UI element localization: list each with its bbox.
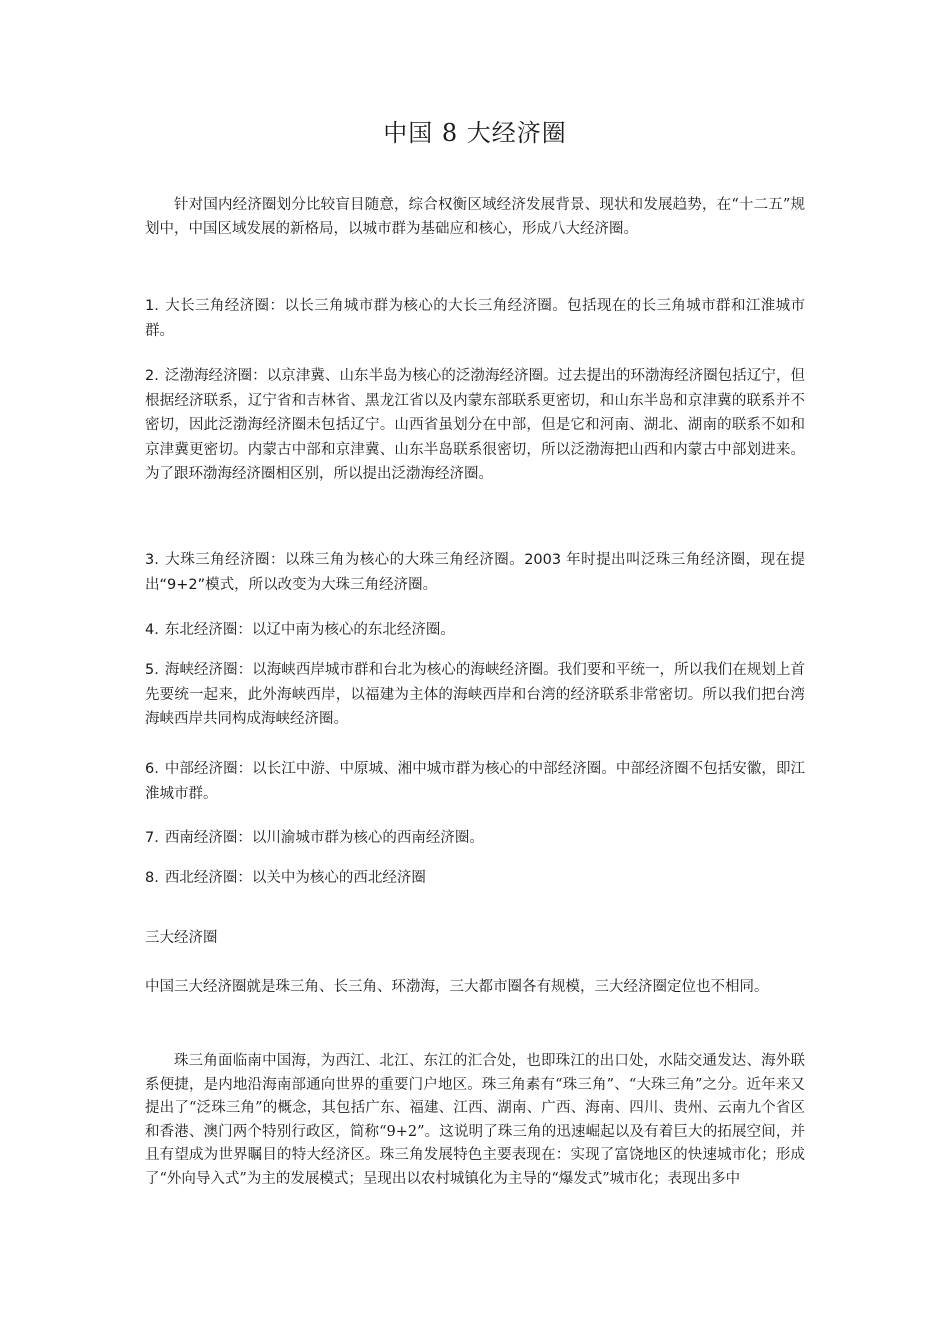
- list-item-number: 5.: [145, 662, 159, 678]
- list-item-text: 泛渤海经济圈：以京津冀、山东半岛为核心的泛渤海经济圈。过去提出的环渤海经济圈包括辽宁，但根据经济联系，辽宁省和吉林省、黑龙江省以及内蒙东部联系更密切，和山东半岛和京津冀的联系并不密切，因此泛渤海经济圈未包括辽宁。山西省虽划分在中部，但是它和河南、湖北、湖南的联系不如和京津冀更密切。内蒙古中部和京津冀、山东半岛联系很密切，所以泛渤海把山西和内蒙古中部划进来。为了跟环渤海经济圈相区别，所以提出泛渤海经济圈。: [145, 368, 805, 482]
- list-item: [145, 866, 805, 891]
- intro-paragraph: 针对国内经济圈划分比较盲目随意，综合权衡区域经济发展背景、现状和发展趋势，在“十二五”规划中，中国区域发展的新格局，以城市群为基础应和核心，形成八大经济圈。: [145, 197, 805, 237]
- section-heading: 三大经济圈: [145, 930, 218, 946]
- list-item: [145, 364, 805, 487]
- list-item: [145, 658, 805, 732]
- list-item: [145, 294, 805, 343]
- list-item-text: 海峡经济圈：以海峡西岸城市群和台北为核心的海峡经济圈。我们要和平统一，所以我们在规划上首先要统一起来，此外海峡西岸，以福建为主体的海峡西岸和台湾的经济联系非常密切。所以我们把台湾海峡西岸共同构成海峡经济圈。: [145, 662, 805, 727]
- list-item-number: 2.: [145, 368, 159, 384]
- document-title: 中国 8 大经济圈: [383, 119, 567, 147]
- list-item-number: 7.: [145, 830, 159, 846]
- list-item-text: 大长三角经济圈：以长三角城市群为核心的大长三角经济圈。包括现在的长三角城市群和江淮城市群。: [145, 298, 805, 339]
- list-item-text: 中部经济圈：以长江中游、中原城、湘中城市群为核心的中部经济圈。中部经济圈不包括安徽，即江淮城市群。: [145, 761, 805, 802]
- list-item-text: 西南经济圈：以川渝城市群为核心的西南经济圈。: [164, 830, 484, 846]
- list-item-text: 西北经济圈：以关中为核心的西北经济圈: [164, 870, 426, 886]
- list-item: [145, 826, 805, 851]
- section-intro: 中国三大经济圈就是珠三角、长三角、环渤海，三大都市圈各有规模，三大经济圈定位也不相同。: [145, 979, 769, 995]
- list-item-number: 8.: [145, 870, 159, 886]
- list-item: [145, 757, 805, 806]
- list-item-number: 1.: [145, 298, 159, 314]
- list-item-text: 大珠三角经济圈：以珠三角为核心的大珠三角经济圈。2003 年时提出叫泛珠三角经济圈，现在提出“9+2”模式，所以改变为大珠三角经济圈。: [145, 552, 805, 593]
- section-body: 珠三角面临南中国海，为西江、北江、东江的汇合处，也即珠江的出口处，水陆交通发达、海外联系便捷，是内地沿海南部通向世界的重要门户地区。珠三角素有“珠三角”、“大珠三角”之分。近年来又提出了“泛珠三角”的概念，其包括广东、福建、江西、湖南、广西、海南、四川、贵州、云南九个省区和香港、澳门两个特别行政区，简称“9+2”。这说明了珠三角的迅速崛起以及有着巨大的拓展空间，并且有望成为世界瞩目的特大经济区。珠三角发展特色主要表现在：实现了富饶地区的快速城市化；形成了“外向导入式”为主的发展模式；呈现出以农村城镇化为主导的“爆发式”城市化；表现出多中: [145, 1053, 805, 1187]
- list-item-number: 3.: [145, 552, 159, 568]
- list-item-number: 6.: [145, 761, 159, 777]
- list-item: [145, 548, 805, 597]
- list-item: [145, 618, 805, 643]
- list-item-text: 东北经济圈：以辽中南为核心的东北经济圈。: [164, 622, 455, 638]
- list-item-number: 4.: [145, 622, 159, 638]
